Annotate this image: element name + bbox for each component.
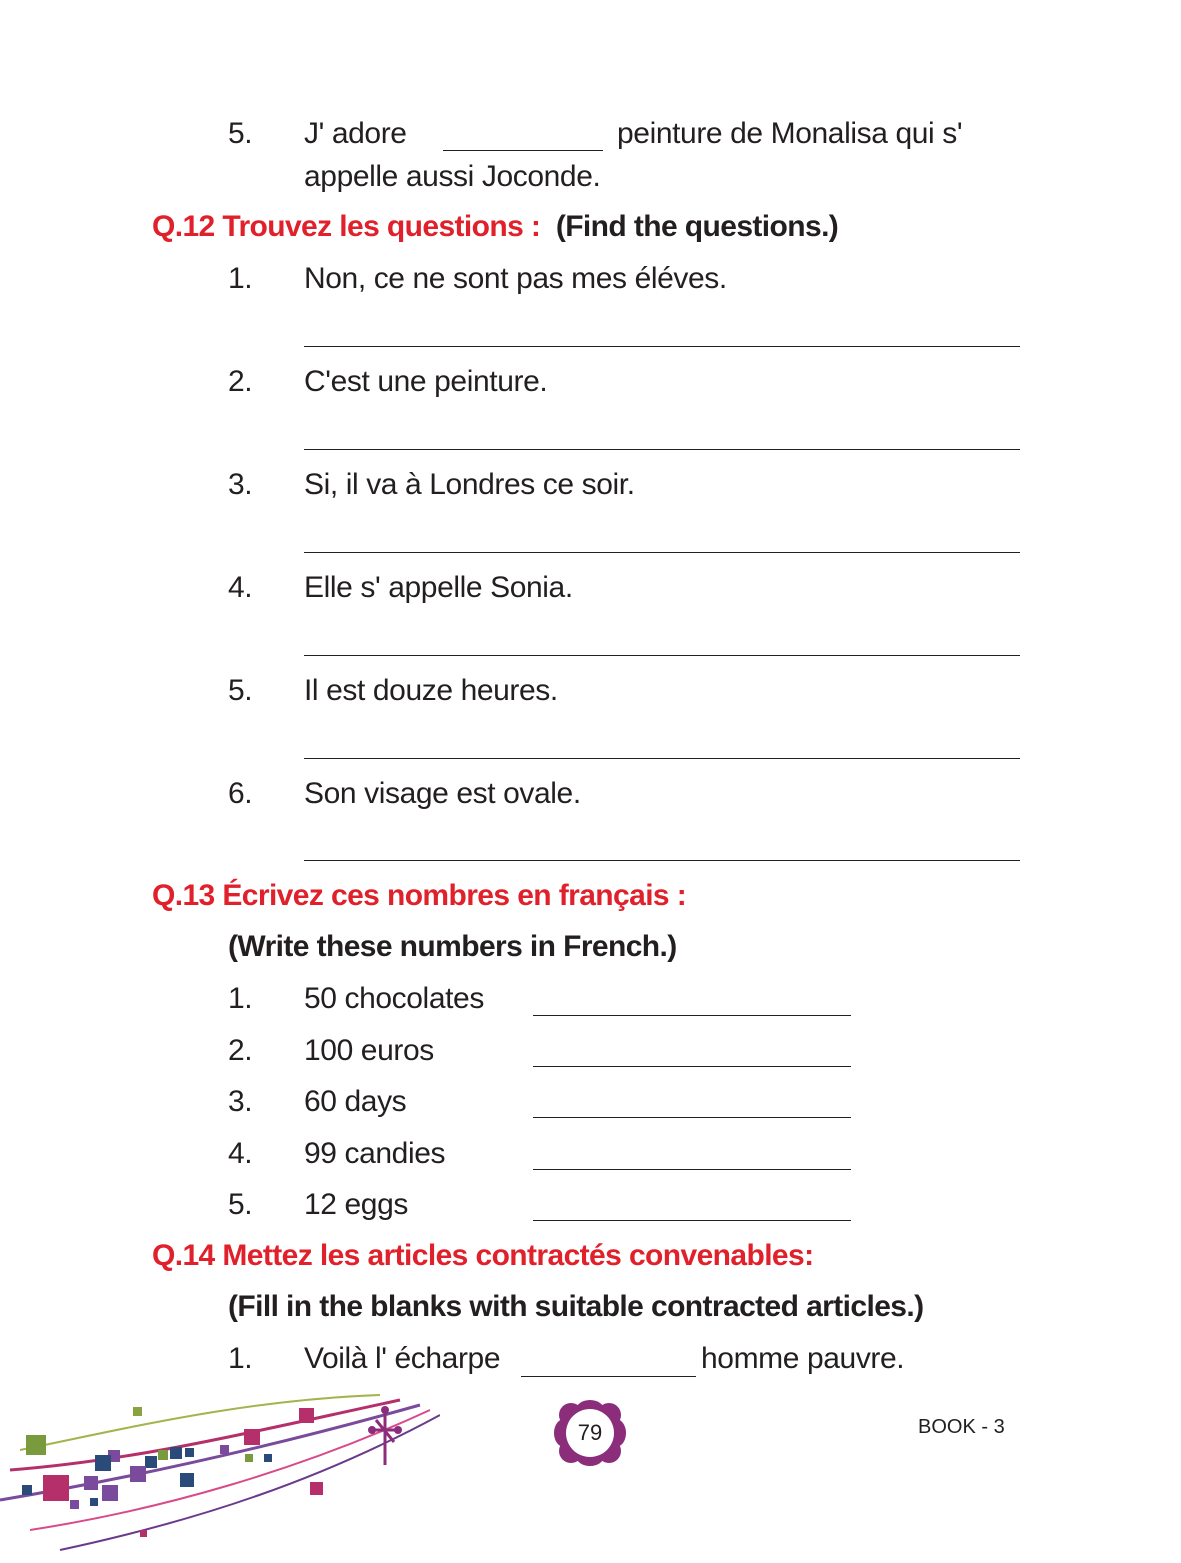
q14-item-number: 1. <box>228 1342 253 1375</box>
q13-label: Q.13 Écrivez ces nombres en français : <box>152 879 687 912</box>
q14-label: Q.14 Mettez les articles contractés convenables: <box>152 1239 814 1272</box>
page-number: 79 <box>577 1420 603 1445</box>
q12-item-number: 1. <box>228 262 253 295</box>
q12-translation: (Find the questions.) <box>555 210 839 243</box>
q13-item-number: 4. <box>228 1137 253 1170</box>
q12-answer-line[interactable] <box>304 552 1020 553</box>
q12-answer-line[interactable] <box>304 655 1020 656</box>
q13-item-number: 3. <box>228 1085 253 1118</box>
q13-answer-line[interactable] <box>533 1015 851 1016</box>
q12-answer-line[interactable] <box>304 860 1020 861</box>
q13-answer-line[interactable] <box>533 1066 851 1067</box>
q12-item-number: 5. <box>228 674 253 707</box>
q12-item-text: Si, il va à Londres ce soir. <box>304 468 635 501</box>
q13-item-text: 60 days <box>304 1085 407 1118</box>
q13-item-text: 12 eggs <box>304 1188 408 1221</box>
q14-item-text-before: Voilà l' écharpe <box>304 1342 501 1375</box>
q11-item5-number: 5. <box>228 117 253 150</box>
q12-item-number: 3. <box>228 468 253 501</box>
q12-item-text: Non, ce ne sont pas mes éléves. <box>304 262 727 295</box>
q13-item-number: 5. <box>228 1188 253 1221</box>
q12-label: Q.12 Trouvez les questions : <box>152 210 541 243</box>
q11-item5-blank[interactable] <box>443 150 603 151</box>
book-label: BOOK - 3 <box>918 1416 1005 1438</box>
q12-item-number: 4. <box>228 571 253 604</box>
q12-answer-line[interactable] <box>304 346 1020 347</box>
q12-heading <box>152 208 838 246</box>
q12-item-text: Il est douze heures. <box>304 674 558 707</box>
q13-item-text: 99 candies <box>304 1137 446 1170</box>
q14-item-text-after: homme pauvre. <box>701 1342 905 1375</box>
q11-item5-text-before: J' adore <box>304 117 407 150</box>
q13-item-text: 100 euros <box>304 1034 434 1067</box>
q12-item-text: C'est une peinture. <box>304 365 548 398</box>
q13-item-text: 50 chocolates <box>304 982 484 1015</box>
q12-item-text: Elle s' appelle Sonia. <box>304 571 573 604</box>
q12-item-number: 6. <box>228 777 253 810</box>
q13-answer-line[interactable] <box>533 1220 851 1221</box>
q11-item5-text-line2: appelle aussi Joconde. <box>304 160 601 193</box>
q12-answer-line[interactable] <box>304 449 1020 450</box>
q14-translation: (Fill in the blanks with suitable contracted articles.) <box>228 1290 924 1323</box>
q13-item-number: 1. <box>228 982 253 1015</box>
q12-item-number: 2. <box>228 365 253 398</box>
q13-translation: (Write these numbers in French.) <box>228 930 677 963</box>
q13-item-number: 2. <box>228 1034 253 1067</box>
q11-item5-text-after: peinture de Monalisa qui s' <box>617 117 963 150</box>
q12-answer-line[interactable] <box>304 758 1020 759</box>
q13-answer-line[interactable] <box>533 1169 851 1170</box>
decorative-ribbon-graphic <box>0 1390 440 1563</box>
q13-answer-line[interactable] <box>533 1117 851 1118</box>
q12-item-text: Son visage est ovale. <box>304 777 581 810</box>
q14-item-blank[interactable] <box>521 1376 696 1377</box>
